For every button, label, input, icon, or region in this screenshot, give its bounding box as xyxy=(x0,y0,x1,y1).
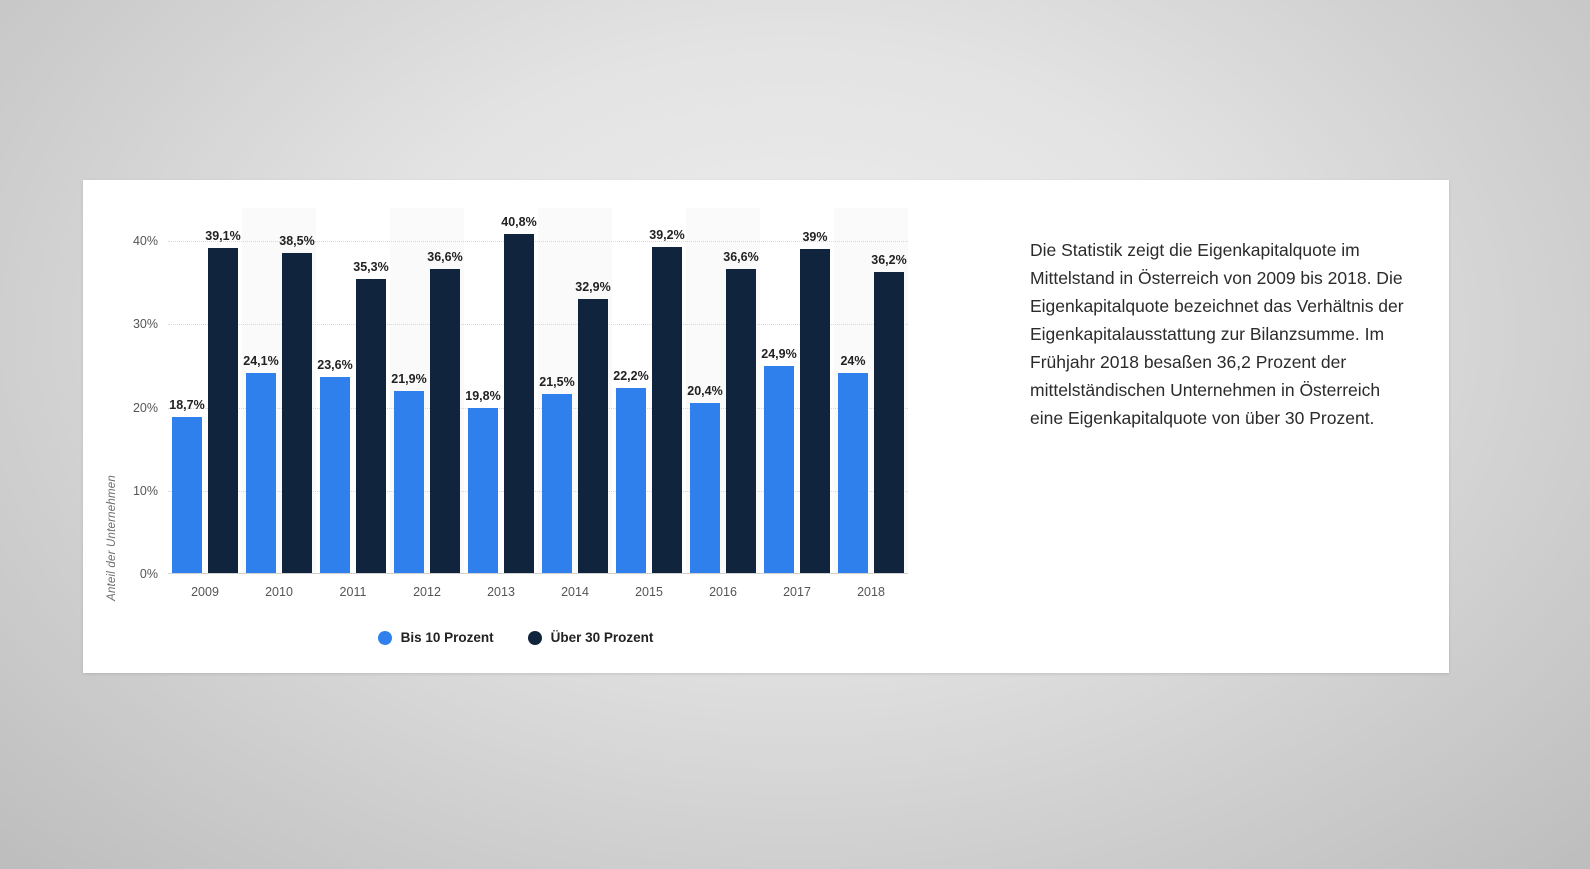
description-text: Die Statistik zeigt die Eigenkapitalquote im Mittelstand in Österreich von 2009 bis 2018. Die Eigenkapitalquote bezeichnet das Verhältnis der Eigenkapitalausstattung zur Bilanzsumme. Im Frühjahr 2018 besaßen 36,2 Prozent der mittelständischen Unternehmen in Österreich eine Eigenkapitalquote von über 30 Prozent. xyxy=(1030,240,1404,428)
bar-value-label: 21,5% xyxy=(539,375,575,390)
bar-value-label: 24% xyxy=(840,354,866,369)
bar-value-label: 22,2% xyxy=(613,369,649,384)
bar-value-label: 38,5% xyxy=(279,233,315,248)
bar[interactable] xyxy=(539,375,575,573)
bar-value-label: 18,7% xyxy=(169,398,205,413)
y-axis-tick: 20% xyxy=(132,400,158,415)
bar-group xyxy=(390,208,464,599)
x-axis-tick: 2011 xyxy=(339,585,367,599)
bar-value-label: 40,8% xyxy=(501,214,537,229)
bar-value-label: 21,9% xyxy=(391,371,427,386)
legend-item-ueber-30-prozent[interactable] xyxy=(528,630,654,645)
bar-value-label: 23,6% xyxy=(317,357,353,372)
bar-group xyxy=(686,208,760,599)
bar[interactable] xyxy=(575,280,611,573)
x-axis-tick: 2013 xyxy=(487,585,515,599)
x-axis-tick: 2012 xyxy=(413,585,441,599)
statistic-card xyxy=(83,180,1449,673)
bar[interactable] xyxy=(391,371,427,573)
legend-color-swatch xyxy=(528,631,542,645)
bar-value-label: 32,9% xyxy=(575,280,611,295)
bar-group xyxy=(464,208,538,599)
bar-value-label: 20,4% xyxy=(687,384,723,399)
bar-value-label: 19,8% xyxy=(465,389,501,404)
bar-group xyxy=(834,208,908,599)
legend-label: Über 30 Prozent xyxy=(550,630,654,645)
plot-area xyxy=(132,208,908,599)
legend-label: Bis 10 Prozent xyxy=(400,630,494,645)
bar-value-label: 24,9% xyxy=(761,346,797,361)
y-axis-title-label: Anteil der Unternehmen xyxy=(106,475,119,601)
x-axis-tick: 2015 xyxy=(635,585,663,599)
bar-group xyxy=(760,208,834,599)
bar-value-label: 24,1% xyxy=(243,353,279,368)
x-axis-tick: 2018 xyxy=(857,585,885,599)
y-axis-tick: 0% xyxy=(139,567,158,581)
bar[interactable] xyxy=(317,357,353,573)
bar-group xyxy=(242,208,316,599)
description-panel xyxy=(948,180,1449,673)
x-axis-tick: 2009 xyxy=(191,585,219,599)
bar[interactable] xyxy=(465,389,501,573)
y-axis-tick: 40% xyxy=(132,234,158,249)
bar[interactable] xyxy=(871,252,907,573)
bar[interactable] xyxy=(800,229,830,573)
chart-legend xyxy=(83,630,948,645)
bar-group xyxy=(612,208,686,599)
bar[interactable] xyxy=(169,398,205,573)
bar-value-label: 36,2% xyxy=(871,252,907,267)
bar[interactable] xyxy=(687,384,723,573)
x-axis-tick: 2014 xyxy=(561,585,589,599)
bar[interactable] xyxy=(205,228,241,573)
bar[interactable] xyxy=(243,353,279,573)
bar[interactable] xyxy=(761,346,797,573)
bar-value-label: 36,6% xyxy=(427,249,463,264)
bar[interactable] xyxy=(723,249,759,573)
bar[interactable] xyxy=(279,233,315,573)
bar[interactable] xyxy=(353,260,389,573)
bar-group xyxy=(538,208,612,599)
bar[interactable] xyxy=(613,369,649,573)
legend-color-swatch xyxy=(378,631,392,645)
bar-chart xyxy=(83,180,948,673)
legend-item-bis-10-prozent[interactable] xyxy=(378,630,494,645)
bar-value-label: 35,3% xyxy=(353,260,389,275)
bar-group xyxy=(316,208,390,599)
x-axis-tick: 2017 xyxy=(783,585,811,599)
bar[interactable] xyxy=(427,249,463,573)
x-axis-tick: 2016 xyxy=(709,585,737,599)
bar[interactable] xyxy=(838,354,868,573)
bar-group xyxy=(168,208,242,599)
x-axis-tick: 2010 xyxy=(265,585,293,599)
bar[interactable] xyxy=(501,214,537,573)
y-axis-tick: 30% xyxy=(132,317,158,332)
bar-value-label: 36,6% xyxy=(723,249,759,264)
bar-value-label: 39% xyxy=(802,229,828,244)
bar-value-label: 39,2% xyxy=(649,227,685,242)
bar-value-label: 39,1% xyxy=(205,228,241,243)
y-axis-tick: 10% xyxy=(132,483,158,498)
bar[interactable] xyxy=(649,227,685,573)
